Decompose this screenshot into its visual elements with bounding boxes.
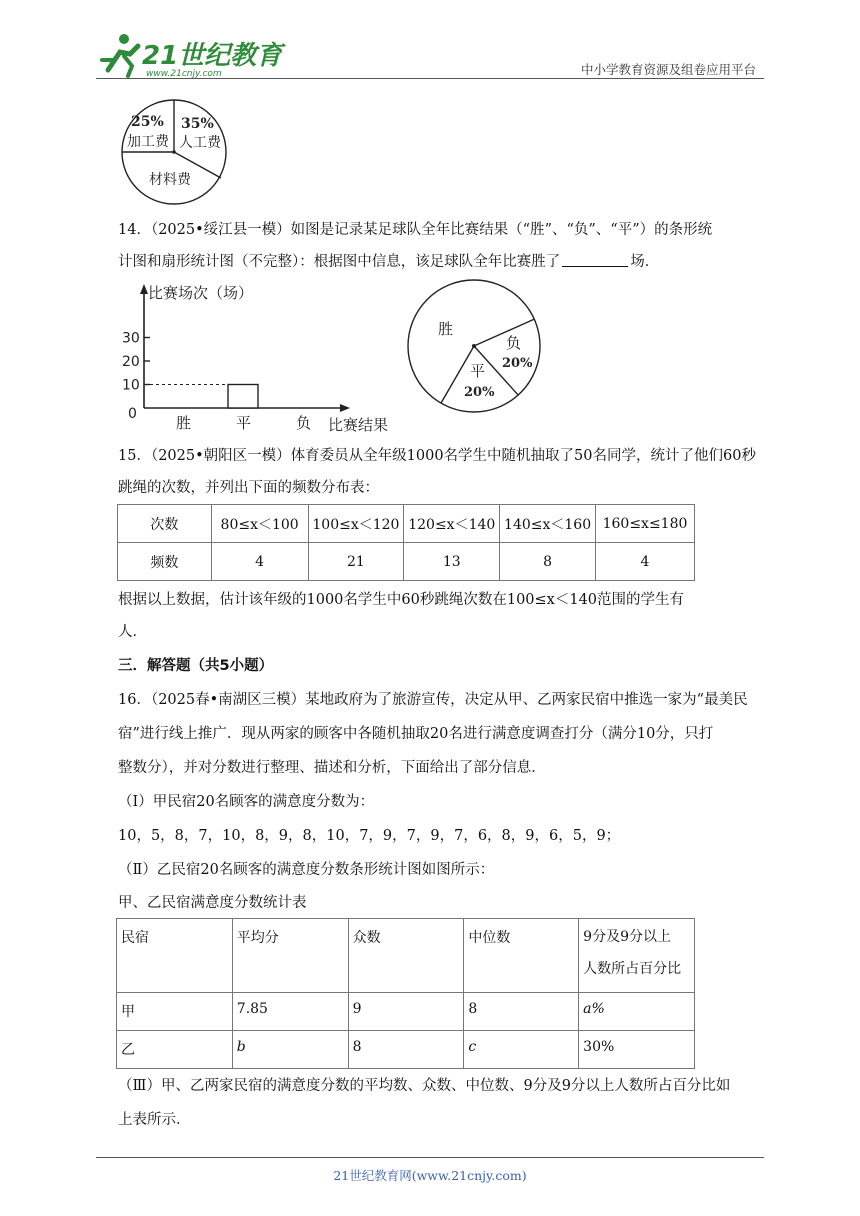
header-divider [96,78,764,79]
pie-lose-pct: 20% [502,356,533,371]
y-axis-arrow [140,284,148,294]
pie-draw-label: 平 [470,362,486,380]
y-axis-label: 比赛场次（场） [148,284,254,302]
q15-line1: 15．（2025•朝阳区一模）体育委员从全年级1000名学生中随机抽取了50名同学，统计了他们60秒 [118,448,756,464]
x-tick-label: 负 [296,414,312,432]
bar-平 [228,385,258,409]
y-tick-label: 20 [122,354,140,370]
y-tick-label: 10 [122,377,140,394]
q16-line6: （Ⅱ）乙民宿20名顾客的满意度分数条形统计图如图所示： [118,862,495,878]
q16-line4: （Ⅰ）甲民宿20名顾客的满意度分数为： [118,794,375,810]
pie-label-a-name: 加工费 [127,134,169,150]
pie-lose-label: 负 [506,334,522,352]
pie-draw-pct: 20% [464,385,495,400]
pie-label-b-pct: 35% [181,116,214,132]
table-row: 甲 7.85 9 8 a% [117,993,695,1031]
q14-bar-chart [118,282,393,432]
pie-win-label: 胜 [438,320,454,338]
q16-line7: 甲、乙民宿满意度分数统计表 [118,895,307,911]
q16-stats-table [116,918,695,1069]
cost-pie-chart [115,96,235,208]
q15-line4: 人． [118,624,147,640]
section-title: 三．解答题（共5小题） [118,658,274,674]
svg-text:www.21cnjy.com: www.21cnjy.com [146,69,222,79]
table-row: 民宿 平均分 众数 中位数 9分及9分以上 人数所占百分比 [117,919,695,993]
q14-line1: 14．（2025•绥江县一模）如图是记录某足球队全年比赛结果（“胜”、“负”、“平”）的条形统 [118,222,713,238]
svg-text:21世纪教育: 21世纪教育 [142,41,283,71]
table-row: 频数 4 21 13 8 4 [118,543,695,581]
table-row: 乙 b 8 c 30% [117,1031,695,1069]
x-tick-label: 平 [236,414,252,432]
pie-label-c-name: 材料费 [149,172,191,188]
q16-line3: 整数分），并对分数进行整理、描述和分析，下面给出了部分信息． [118,760,546,776]
logo [94,30,283,80]
q15-line3: 根据以上数据，估计该年级的1000名学生中60秒跳绳次数在100≤x＜140范围的学生有 [118,592,685,608]
table-row: 次数 80≤x＜100 100≤x＜120 120≤x＜140 140≤x＜160 160≤x≤180 [118,505,695,543]
q16-line8: （Ⅲ）甲、乙两家民宿的满意度分数的平均数、众数、中位数、9分及9分以上人数所占百分比如 [118,1078,731,1094]
q15-line2: 跳绳的次数，并列出下面的频数分布表： [118,480,379,496]
pie-slice-boundary-负 [474,319,534,346]
pie-label-a-pct: 25% [131,114,164,130]
q15-frequency-table [117,504,695,581]
q16-line9: 上表所示． [118,1112,191,1128]
footer-divider [96,1157,764,1158]
q14-line2: 计图和扇形统计图（不完整）：根据图中信息，该足球队全年比赛胜了 场． [118,254,660,270]
q16-line1: 16．（2025春•南湖区三模）某地政府为了旅游宣传，决定从甲、乙两家民宿中推选一家为“最美民 [118,692,748,708]
y-tick-label: 30 [122,330,140,347]
answer-blank [562,253,628,267]
x-tick-label: 胜 [176,414,192,432]
y-tick-label: 0 [128,406,137,422]
x-axis-label: 比赛结果 [328,416,389,434]
q16-line5: 10，5，8，7，10，8，9，8，10，7，9，7，9，7，6，8，9，6，5，9； [118,828,621,844]
q16-line2: 宿”进行线上推广．现从两家的顾客中各随机抽取20名进行满意度调查打分（满分10分，只打 [118,726,714,742]
runner-icon [102,34,138,76]
footer-text: 21世纪教育网(www.21cnjy.com) [333,1168,527,1183]
q14-pie-chart [402,280,548,410]
header-platform-text: 中小学教育资源及组卷应用平台 [580,62,756,77]
x-axis-arrow [340,404,350,412]
pie-label-b-name: 人工费 [179,135,221,151]
